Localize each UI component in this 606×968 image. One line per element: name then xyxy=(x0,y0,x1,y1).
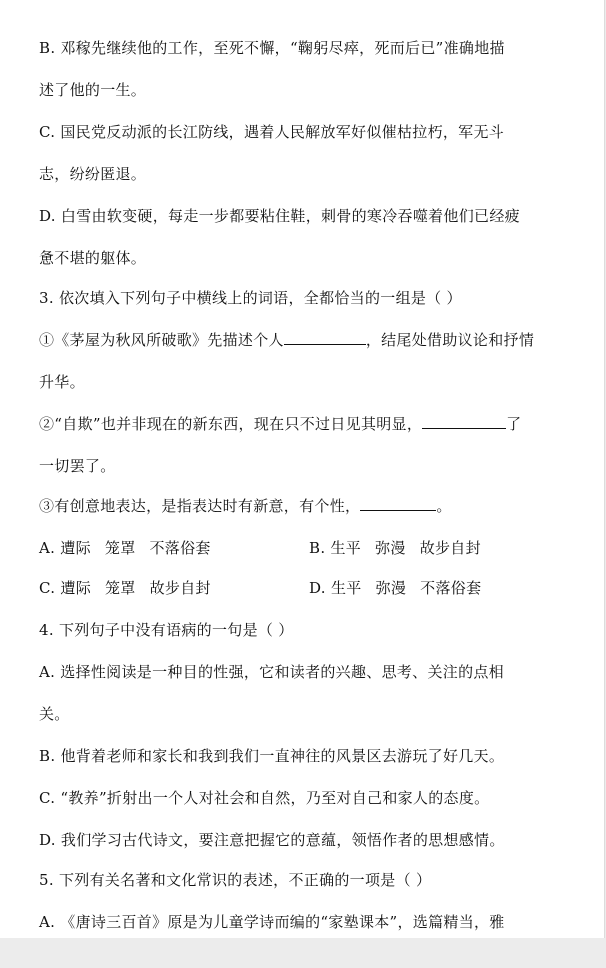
option-word: 遭际 xyxy=(60,579,91,597)
q3-sentence-2-cont: 一切罢了。 xyxy=(39,457,116,475)
option-word: 不落俗套 xyxy=(420,579,482,597)
q4-option-a-line1: A. 选择性阅读是一种目的性强，它和读者的兴趣、思考、关注的点相 xyxy=(39,663,504,681)
option-letter: A. xyxy=(39,539,56,557)
q3-sentence-3 xyxy=(39,496,452,516)
option-word: 不落俗套 xyxy=(149,539,211,557)
q4-option-a-line2: 关。 xyxy=(39,705,70,723)
option-word: 故步自封 xyxy=(419,539,481,557)
option-letter: D. xyxy=(309,579,326,597)
option-word: 弥漫 xyxy=(375,579,407,597)
q5-option-a-line1: A. 《唐诗三百首》原是为儿童学诗而编的“家塾课本”，选篇精当，雅 xyxy=(39,913,505,931)
option-word: 笼罩 xyxy=(105,579,136,597)
option-letter: C. xyxy=(39,579,56,597)
fill-blank-3 xyxy=(360,496,436,511)
q3-sentence-1 xyxy=(39,330,534,350)
option-word: 遭际 xyxy=(60,539,91,557)
q2-option-b-line1: B. 邓稼先继续他的工作，至死不懈，“鞠躬尽瘁，死而后已”准确地描 xyxy=(39,39,505,57)
q3-sentence-1-part-a: ①《茅屋为秋风所破歌》先描述个人 xyxy=(39,331,284,349)
q2-option-d-line2: 惫不堪的躯体。 xyxy=(39,249,147,267)
option-word: 笼罩 xyxy=(104,539,136,557)
q3-sentence-2-part-b: 了 xyxy=(506,415,522,433)
q3-option-b xyxy=(309,538,481,558)
option-word: 弥漫 xyxy=(375,539,406,557)
q3-sentence-3-part-a: ③有创意地表达，是指表达时有新意，有个性， xyxy=(39,497,361,515)
option-word: 生平 xyxy=(330,539,362,557)
q2-option-b-line2: 述了他的一生。 xyxy=(39,81,147,99)
q2-option-c-line2: 志，纷纷匿退。 xyxy=(39,165,147,183)
q3-sentence-1-cont: 升华。 xyxy=(39,373,85,391)
q3-option-a xyxy=(39,538,211,558)
q3-option-d xyxy=(309,578,481,598)
q3-sentence-2 xyxy=(39,414,521,434)
option-word: 故步自封 xyxy=(149,579,211,597)
option-word: 生平 xyxy=(330,579,362,597)
q2-option-d-line1: D. 白雪由软变硬，每走一步都要粘住鞋，刺骨的寒冷吞噬着他们已经疲 xyxy=(39,207,520,225)
option-letter: B. xyxy=(309,539,326,557)
q3-sentence-3-part-b: 。 xyxy=(436,497,452,515)
question-4-stem: 4. 下列句子中没有语病的一句是（ ） xyxy=(39,621,294,639)
q4-option-c: C. “教养”折射出一个人对社会和自然，乃至对自己和家人的态度。 xyxy=(39,789,490,807)
fill-blank-1 xyxy=(284,330,366,345)
q3-option-c xyxy=(39,578,211,598)
q3-sentence-1-part-b: ，结尾处借助议论和抒情 xyxy=(365,331,535,349)
q3-sentence-2-part-a: ②“自欺”也并非现在的新东西，现在只不过日见其明显， xyxy=(39,415,423,433)
fill-blank-2 xyxy=(422,414,506,429)
q2-option-c-line1: C. 国民党反动派的长江防线，遇着人民解放军好似催枯拉朽，军无斗 xyxy=(39,123,505,141)
question-5-stem: 5. 下列有关名著和文化常识的表述，不正确的一项是（ ） xyxy=(39,871,432,889)
question-3-stem: 3. 依次填入下列句子中横线上的词语，全都恰当的一组是（ ） xyxy=(39,289,462,307)
q4-option-b: B. 他背着老师和家长和我到我们一直神往的风景区去游玩了好几天。 xyxy=(39,747,505,765)
q4-option-d: D. 我们学习古代诗文，要注意把握它的意蕴，领悟作者的思想感情。 xyxy=(39,831,505,849)
